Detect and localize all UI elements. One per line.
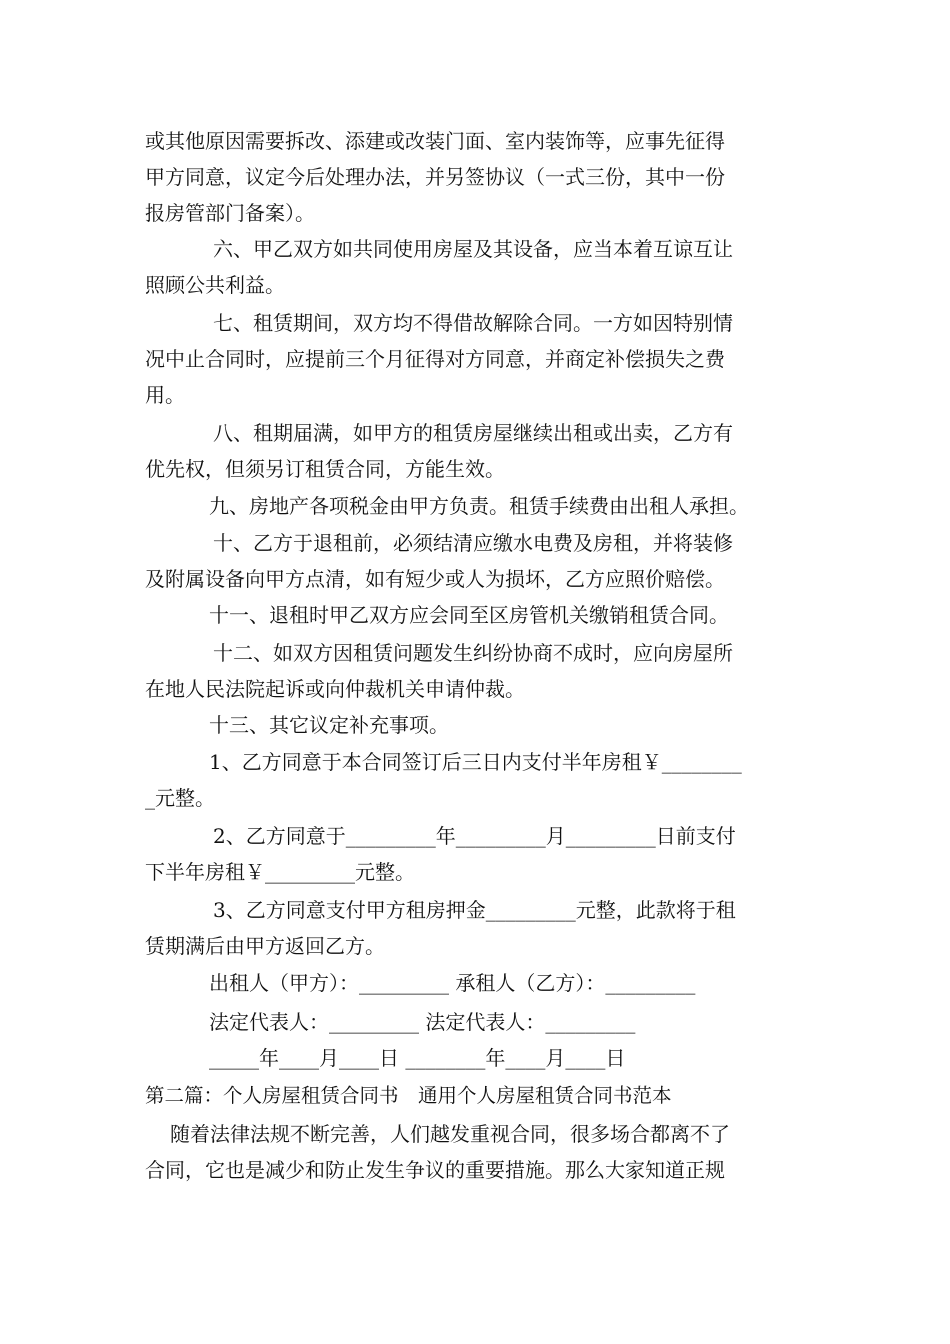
supplement-item-2: 2、乙方同意于_________年_________月_________日前支付 bbox=[213, 824, 736, 848]
signature-dates: _____年____月____日 ________年____月____日 bbox=[209, 1046, 626, 1070]
section-title: 第二篇：个人房屋租赁合同书 通用个人房屋租赁合同书范本 bbox=[145, 1084, 672, 1107]
text-line: _元整。 bbox=[145, 786, 215, 810]
clause-11: 十一、退租时甲乙双方应会同至区房管机关缴销租赁合同。 bbox=[209, 603, 729, 627]
text-line: 赁期满后由甲方返回乙方。 bbox=[145, 934, 385, 958]
signature-parties: 出租人（甲方）：_________ 承租人（乙方）：_________ bbox=[209, 971, 696, 995]
clause-7: 七、租赁期间，双方均不得借故解除合同。一方如因特别情 bbox=[213, 311, 733, 335]
signature-representatives: 法定代表人：_________ 法定代表人：_________ bbox=[209, 1010, 636, 1034]
supplement-item-3: 3、乙方同意支付甲方租房押金_________元整，此款将于租 bbox=[213, 898, 736, 922]
text-line: 照顾公共利益。 bbox=[145, 273, 285, 297]
clause-6: 六、甲乙双方如共同使用房屋及其设备，应当本着互谅互让 bbox=[213, 237, 733, 261]
intro-paragraph: 随着法律法规不断完善，人们越发重视合同，很多场合都离不了 bbox=[170, 1122, 730, 1146]
clause-10: 十、乙方于退租前，必须结清应缴水电费及房租，并将装修 bbox=[213, 531, 733, 555]
text-line: 或其他原因需要拆改、添建或改装门面、室内装饰等，应事先征得 bbox=[145, 129, 725, 153]
text-line: 况中止合同时，应提前三个月征得对方同意，并商定补偿损失之费 bbox=[145, 347, 725, 371]
clause-12: 十二、如双方因租赁问题发生纠纷协商不成时，应向房屋所 bbox=[213, 641, 733, 665]
text-line: 用。 bbox=[145, 383, 185, 407]
clause-8: 八、租期届满，如甲方的租赁房屋继续出租或出卖，乙方有 bbox=[213, 421, 733, 445]
text-line: 甲方同意，议定今后处理办法，并另签协议（一式三份，其中一份 bbox=[145, 165, 725, 189]
clause-13: 十三、其它议定补充事项。 bbox=[209, 713, 449, 737]
text-line: 优先权，但须另订租赁合同，方能生效。 bbox=[145, 457, 505, 481]
text-line: 在地人民法院起诉或向仲裁机关申请仲裁。 bbox=[145, 677, 525, 701]
text-line: 及附属设备向甲方点清，如有短少或人为损坏，乙方应照价赔偿。 bbox=[145, 567, 725, 591]
clause-9: 九、房地产各项税金由甲方负责。租赁手续费由出租人承担。 bbox=[209, 494, 749, 518]
text-line: 报房管部门备案）。 bbox=[145, 201, 315, 225]
supplement-item-1: 1、乙方同意于本合同签订后三日内支付半年房租￥________ bbox=[209, 750, 742, 774]
text-line: 下半年房租￥_________元整。 bbox=[145, 860, 415, 884]
text-line: 合同，它也是减少和防止发生争议的重要措施。那么大家知道正规 bbox=[145, 1158, 725, 1182]
